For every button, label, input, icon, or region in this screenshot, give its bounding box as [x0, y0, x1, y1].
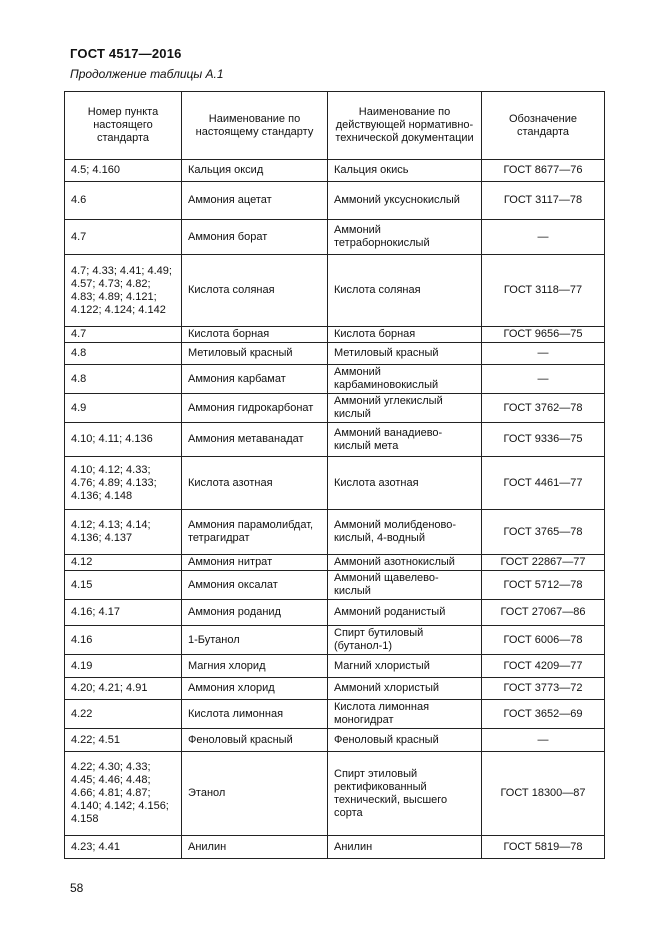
table-row [65, 220, 605, 255]
table-row [65, 729, 605, 752]
table-row [65, 700, 605, 729]
standards-table [64, 91, 605, 859]
clause-number-cell: 4.16; 4.17 [65, 600, 182, 626]
name-cell: Кислота соляная [182, 255, 328, 327]
clause-number-cell: 4.5; 4.160 [65, 160, 182, 182]
table-row [65, 678, 605, 700]
clause-number-cell: 4.7 [65, 220, 182, 255]
ntd-name-cell: Аммоний уксуснокислый [328, 182, 482, 220]
standard-designation-cell: ГОСТ 18300—87 [482, 752, 605, 836]
table-row [65, 752, 605, 836]
page-number: 58 [70, 881, 84, 895]
clause-number-cell: 4.6 [65, 182, 182, 220]
standard-designation-cell: ГОСТ 3118—77 [482, 255, 605, 327]
table-row [65, 423, 605, 457]
clause-number-cell: 4.23; 4.41 [65, 836, 182, 859]
clause-number-cell: 4.7; 4.33; 4.41; 4.49; 4.57; 4.73; 4.82; 4.83; 4.89; 4.121; 4.122; 4.124; 4.142 [65, 255, 182, 327]
name-cell: Аммония гидрокарбонат [182, 394, 328, 423]
table-row [65, 394, 605, 423]
ntd-name-cell: Аммоний карбаминовокислый [328, 365, 482, 394]
column-header: Наименование по настоящему стандарту [182, 92, 328, 160]
name-cell: Аммония борат [182, 220, 328, 255]
table-row [65, 255, 605, 327]
standard-designation-cell: ГОСТ 3652—69 [482, 700, 605, 729]
ntd-name-cell: Аммоний хлористый [328, 678, 482, 700]
clause-number-cell: 4.8 [65, 343, 182, 365]
column-header: Обозначение стандарта [482, 92, 605, 160]
name-cell: Аммония хлорид [182, 678, 328, 700]
ntd-name-cell: Анилин [328, 836, 482, 859]
clause-number-cell: 4.9 [65, 394, 182, 423]
name-cell: Метиловый красный [182, 343, 328, 365]
name-cell: Кислота борная [182, 327, 328, 343]
name-cell: Феноловый красный [182, 729, 328, 752]
standard-designation-cell: — [482, 365, 605, 394]
clause-number-cell: 4.16 [65, 626, 182, 655]
standard-designation-cell: ГОСТ 8677—76 [482, 160, 605, 182]
clause-number-cell: 4.12 [65, 555, 182, 571]
name-cell: Магния хлорид [182, 655, 328, 678]
document-title: ГОСТ 4517—2016 [70, 46, 182, 61]
table-row [65, 836, 605, 859]
standard-designation-cell: ГОСТ 9656—75 [482, 327, 605, 343]
clause-number-cell: 4.10; 4.11; 4.136 [65, 423, 182, 457]
table-row [65, 571, 605, 600]
ntd-name-cell: Аммоний азотнокислый [328, 555, 482, 571]
clause-number-cell: 4.19 [65, 655, 182, 678]
ntd-name-cell: Аммоний щавелево-кислый [328, 571, 482, 600]
clause-number-cell: 4.15 [65, 571, 182, 600]
name-cell: Аммония ацетат [182, 182, 328, 220]
standard-designation-cell: ГОСТ 4209—77 [482, 655, 605, 678]
standard-designation-cell: — [482, 343, 605, 365]
name-cell: Аммония метаванадат [182, 423, 328, 457]
ntd-name-cell: Кальция окись [328, 160, 482, 182]
ntd-name-cell: Кислота соляная [328, 255, 482, 327]
name-cell: Аммония парамолибдат, тетрагидрат [182, 510, 328, 555]
column-header: Номер пункта настоящего стандарта [65, 92, 182, 160]
table-row [65, 343, 605, 365]
clause-number-cell: 4.22 [65, 700, 182, 729]
standard-designation-cell: ГОСТ 3765—78 [482, 510, 605, 555]
standard-designation-cell: ГОСТ 22867—77 [482, 555, 605, 571]
standard-designation-cell: — [482, 729, 605, 752]
table-row [65, 457, 605, 510]
table-row [65, 626, 605, 655]
standard-designation-cell: ГОСТ 3762—78 [482, 394, 605, 423]
ntd-name-cell: Аммоний тетраборнокислый [328, 220, 482, 255]
clause-number-cell: 4.22; 4.51 [65, 729, 182, 752]
standard-designation-cell: ГОСТ 4461—77 [482, 457, 605, 510]
ntd-name-cell: Аммоний углекислый кислый [328, 394, 482, 423]
clause-number-cell: 4.12; 4.13; 4.14; 4.136; 4.137 [65, 510, 182, 555]
ntd-name-cell: Феноловый красный [328, 729, 482, 752]
ntd-name-cell: Магний хлористый [328, 655, 482, 678]
table-row [65, 655, 605, 678]
table-body [65, 160, 605, 859]
clause-number-cell: 4.8 [65, 365, 182, 394]
table-row [65, 510, 605, 555]
name-cell: Аммония оксалат [182, 571, 328, 600]
name-cell: Аммония нитрат [182, 555, 328, 571]
table-continuation-caption: Продолжение таблицы А.1 [70, 67, 224, 81]
table-row [65, 555, 605, 571]
clause-number-cell: 4.7 [65, 327, 182, 343]
standard-designation-cell: ГОСТ 3773—72 [482, 678, 605, 700]
standard-designation-cell: ГОСТ 3117—78 [482, 182, 605, 220]
name-cell: 1-Бутанол [182, 626, 328, 655]
name-cell: Кальция оксид [182, 160, 328, 182]
table-row [65, 160, 605, 182]
clause-number-cell: 4.10; 4.12; 4.33; 4.76; 4.89; 4.133; 4.136; 4.148 [65, 457, 182, 510]
column-header: Наименование по действующей нормативно-технической документации [328, 92, 482, 160]
standard-designation-cell: ГОСТ 5819—78 [482, 836, 605, 859]
ntd-name-cell: Аммоний ванадиево-кислый мета [328, 423, 482, 457]
name-cell: Аммония карбамат [182, 365, 328, 394]
name-cell: Аммония роданид [182, 600, 328, 626]
name-cell: Кислота лимонная [182, 700, 328, 729]
name-cell: Анилин [182, 836, 328, 859]
standard-designation-cell: ГОСТ 5712—78 [482, 571, 605, 600]
standard-designation-cell: ГОСТ 27067—86 [482, 600, 605, 626]
name-cell: Этанол [182, 752, 328, 836]
ntd-name-cell: Кислота азотная [328, 457, 482, 510]
table-row [65, 600, 605, 626]
ntd-name-cell: Аммоний молибденово-кислый, 4-водный [328, 510, 482, 555]
standard-designation-cell: ГОСТ 6006—78 [482, 626, 605, 655]
ntd-name-cell: Кислота лимонная моногидрат [328, 700, 482, 729]
clause-number-cell: 4.22; 4.30; 4.33; 4.45; 4.46; 4.48; 4.66; 4.81; 4.87; 4.140; 4.142; 4.156; 4.158 [65, 752, 182, 836]
table-row [65, 327, 605, 343]
ntd-name-cell: Аммоний роданистый [328, 600, 482, 626]
ntd-name-cell: Спирт бутиловый (бутанол-1) [328, 626, 482, 655]
ntd-name-cell: Кислота борная [328, 327, 482, 343]
standard-designation-cell: — [482, 220, 605, 255]
clause-number-cell: 4.20; 4.21; 4.91 [65, 678, 182, 700]
name-cell: Кислота азотная [182, 457, 328, 510]
ntd-name-cell: Метиловый красный [328, 343, 482, 365]
table-row [65, 365, 605, 394]
ntd-name-cell: Спирт этиловый ректификованный технический, высшего сорта [328, 752, 482, 836]
table-row [65, 182, 605, 220]
table-header-row [65, 92, 605, 160]
standard-designation-cell: ГОСТ 9336—75 [482, 423, 605, 457]
